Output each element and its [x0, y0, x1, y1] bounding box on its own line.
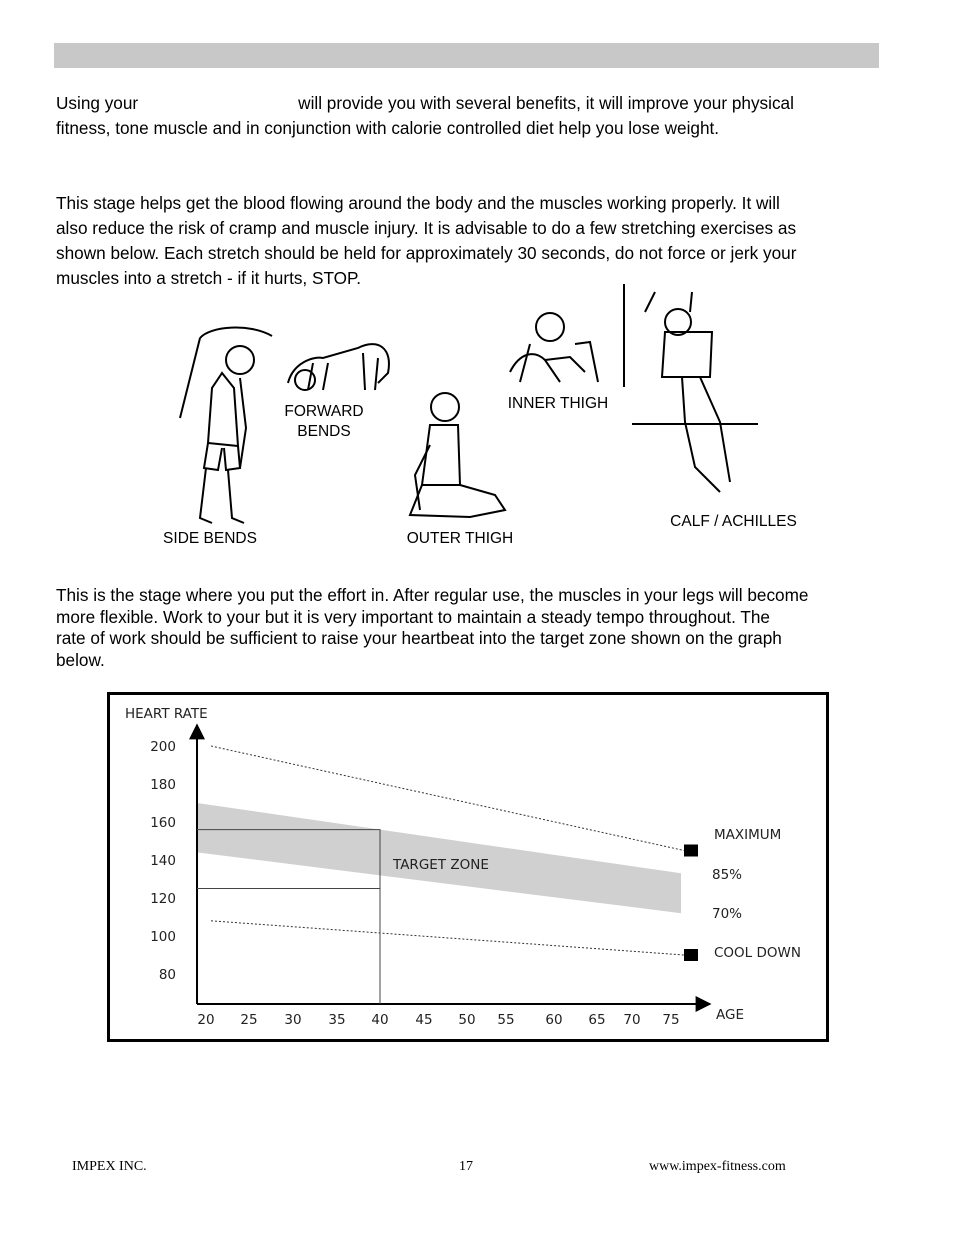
inner-thigh-label: INNER THIGH — [507, 395, 609, 412]
forward-bend-figure — [283, 328, 398, 398]
intro-prefix: Using your — [56, 93, 139, 113]
y-tick-label: 80 — [158, 967, 176, 983]
footer-company: IMPEX INC. — [72, 1159, 147, 1174]
y-tick-label: 140 — [150, 853, 176, 869]
forward-bends-label-line-1: FORWARD — [284, 403, 364, 420]
cool-down-legend-marker — [684, 949, 698, 961]
x-tick-label: 50 — [458, 1012, 476, 1028]
forward-bends-label — [270, 402, 378, 442]
x-tick-label: 55 — [497, 1012, 515, 1028]
footer-url: www.impex-fitness.com — [649, 1159, 786, 1174]
workout-paragraph — [56, 585, 809, 671]
workout-line: more flexible. Work to your but it is very important to maintain a steady tempo throughout. The — [56, 606, 770, 627]
target-zone-label: TARGET ZONE — [393, 857, 489, 873]
x-tick-label: 35 — [328, 1012, 346, 1028]
side-bend-figure — [160, 318, 285, 528]
intro-suffix: will provide you with several benefits, it will improve your physical — [298, 93, 794, 113]
workout-line: rate of work should be sufficient to raise your heartbeat into the target zone shown on the graph — [56, 628, 782, 648]
calf-achilles-label: CALF / ACHILLES — [670, 513, 797, 530]
section-header-bar — [54, 43, 879, 68]
x-tick-label: 65 — [588, 1012, 606, 1028]
legend-maximum: MAXIMUM — [714, 827, 782, 843]
label-85-percent: 85% — [712, 867, 743, 883]
maximum-legend-marker — [684, 845, 698, 857]
y-tick-label: 120 — [150, 891, 176, 907]
warmup-line: also reduce the risk of cramp and muscle injury. It is advisable to do a few stretching exercises as — [56, 218, 797, 238]
intro-paragraph — [56, 91, 794, 141]
warmup-line: shown below. Each stretch should be held for approximately 30 seconds, do not force or jerk your — [56, 243, 797, 263]
workout-line: below. — [56, 649, 105, 670]
legend-cool-down: COOL DOWN — [714, 945, 801, 961]
inner-thigh-figure — [500, 302, 605, 387]
calf-achilles-figure — [620, 282, 760, 497]
x-tick-label: 70 — [623, 1012, 641, 1028]
x-tick-label: 25 — [240, 1012, 258, 1028]
x-tick-label: 30 — [284, 1012, 302, 1028]
x-tick-label: 75 — [662, 1012, 680, 1028]
x-tick-label: 45 — [415, 1012, 433, 1028]
y-tick-label: 180 — [150, 777, 176, 793]
intro-line-2: fitness, tone muscle and in conjunction with calorie controlled diet help you lose weight. — [56, 118, 720, 138]
x-axis-label: AGE — [716, 1007, 744, 1023]
y-tick-label: 200 — [150, 739, 176, 755]
x-tick-label: 40 — [371, 1012, 389, 1028]
outer-thigh-label: OUTER THIGH — [406, 530, 514, 547]
cool-down-line — [211, 921, 684, 955]
workout-line: This is the stage where you put the effort in. After regular use, the muscles in your legs will become — [56, 585, 809, 605]
side-bends-label: SIDE BENDS — [163, 530, 257, 547]
label-70-percent: 70% — [712, 906, 743, 922]
x-tick-label: 20 — [197, 1012, 215, 1028]
footer-page-number: 17 — [459, 1159, 473, 1174]
warmup-line: muscles into a stretch - if it hurts, STOP. — [56, 268, 362, 288]
y-axis-label: HEART RATE — [125, 706, 208, 722]
y-tick-label: 100 — [150, 929, 176, 945]
x-tick-label: 60 — [545, 1012, 563, 1028]
heart-rate-chart — [110, 695, 826, 1039]
y-tick-label: 160 — [150, 815, 176, 831]
warmup-paragraph — [56, 191, 796, 291]
forward-bends-label-line-2: BENDS — [297, 423, 351, 440]
warmup-line: This stage helps get the blood flowing around the body and the muscles working properly. It will — [56, 193, 780, 213]
heart-rate-chart-frame — [107, 692, 829, 1042]
